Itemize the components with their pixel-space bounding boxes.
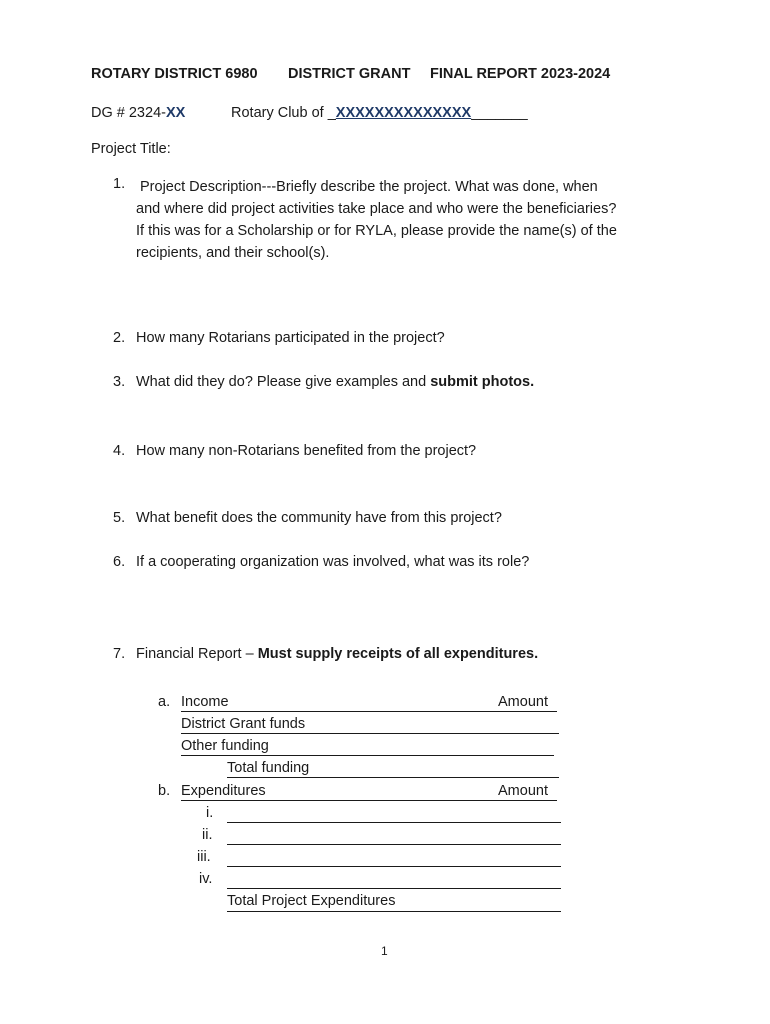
q2-number: 2. xyxy=(113,330,126,346)
q4-number: 4. xyxy=(113,443,126,459)
q7-text-plain: Financial Report – xyxy=(136,646,258,662)
income-header-line xyxy=(181,711,557,712)
other-funding-line[interactable] xyxy=(181,755,554,756)
club-trail: _______ xyxy=(471,105,528,121)
q1-number: 1. xyxy=(113,176,126,192)
expenditures-header-line xyxy=(181,800,557,801)
expenditures-amount-label: Amount xyxy=(498,783,548,799)
q5-text: What benefit does the community have from this project? xyxy=(136,510,502,526)
expenditures-label: Expenditures xyxy=(181,783,266,799)
expense-item-1-label: i. xyxy=(206,805,214,821)
q1-line-4: recipients, and their school(s). xyxy=(136,245,330,261)
club-label: Rotary Club of _ xyxy=(231,105,336,121)
header-grant: DISTRICT GRANT xyxy=(288,66,411,82)
q5-number: 5. xyxy=(113,510,126,526)
project-title-label: Project Title: xyxy=(91,141,171,157)
club-value: XXXXXXXXXXXXXX xyxy=(335,105,472,121)
income-amount-label: Amount xyxy=(498,694,548,710)
expense-item-3-label: iii. xyxy=(197,849,211,865)
q3-number: 3. xyxy=(113,374,126,390)
dg-suffix: XX xyxy=(165,105,186,121)
header-report: FINAL REPORT 2023-2024 xyxy=(430,66,611,82)
q1-line-3: If this was for a Scholarship or for RYLA, please provide the name(s) of the xyxy=(136,223,617,239)
header-district: ROTARY DISTRICT 6980 xyxy=(91,66,258,82)
total-funding-label: Total funding xyxy=(227,760,310,776)
q2-text: How many Rotarians participated in the project? xyxy=(136,330,445,346)
q3-text-plain: What did they do? Please give examples and xyxy=(136,374,431,390)
income-item-label: a. xyxy=(158,694,171,710)
expenditures-item-label: b. xyxy=(158,783,171,799)
q1-line-1: Project Description---Briefly describe the project. What was done, when xyxy=(140,179,598,195)
expense-item-4-label: iv. xyxy=(199,871,213,887)
expense-item-1-line[interactable] xyxy=(227,822,561,823)
page-number: 1 xyxy=(381,944,388,958)
dg-number xyxy=(91,105,185,121)
district-funds-label: District Grant funds xyxy=(181,716,306,732)
q4-text: How many non-Rotarians benefited from the project? xyxy=(136,443,477,459)
q7-number: 7. xyxy=(113,646,126,662)
expense-item-2-label: ii. xyxy=(202,827,213,843)
q7-text-bold: Must supply receipts of all expenditures. xyxy=(257,646,539,662)
q1-line-2: and where did project activities take place and who were the beneficiaries? xyxy=(136,201,617,217)
q6-text: If a cooperating organization was involved, what was its role? xyxy=(136,554,530,570)
district-funds-line[interactable] xyxy=(181,733,559,734)
dg-prefix: DG # 2324- xyxy=(91,105,166,121)
total-funding-line[interactable] xyxy=(227,777,559,778)
expense-item-2-line[interactable] xyxy=(227,844,561,845)
total-expenditures-label: Total Project Expenditures xyxy=(227,893,396,909)
expense-item-3-line[interactable] xyxy=(227,866,561,867)
q6-number: 6. xyxy=(113,554,126,570)
other-funding-label: Other funding xyxy=(181,738,269,754)
q7-text xyxy=(136,646,538,662)
club-field[interactable] xyxy=(231,105,528,121)
income-label: Income xyxy=(181,694,229,710)
total-expenditures-line[interactable] xyxy=(227,911,561,912)
q3-text-bold: submit photos. xyxy=(430,374,535,390)
expense-item-4-line[interactable] xyxy=(227,888,561,889)
q3-text xyxy=(136,374,534,390)
